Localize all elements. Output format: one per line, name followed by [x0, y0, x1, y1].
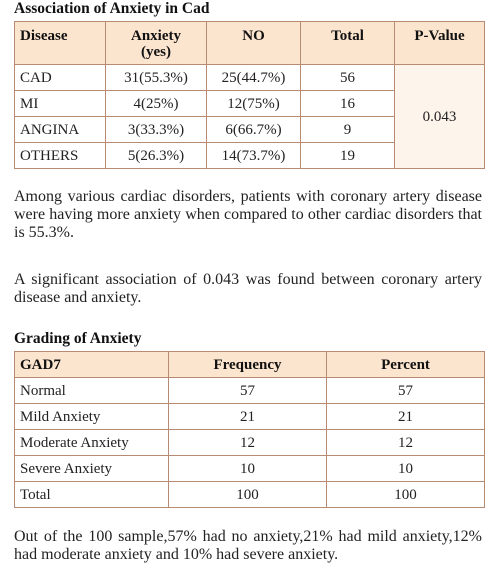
percent-cell: 10	[327, 456, 485, 482]
table-row	[15, 456, 485, 482]
association-table	[14, 21, 485, 169]
total-cell: 19	[301, 143, 395, 169]
grade-label-cell: Moderate Anxiety	[15, 430, 169, 456]
disease-cell: ANGINA	[15, 117, 106, 143]
table2-title: Grading of Anxiety	[14, 330, 142, 347]
disease-cell: MI	[15, 91, 106, 117]
table-row	[15, 65, 485, 91]
header-disease: Disease	[15, 22, 106, 65]
pvalue-cell: 0.043	[395, 65, 485, 169]
table-row	[15, 404, 485, 430]
paragraph-cardiac-disorders: Among various cardiac disorders, patients with coronary artery disease were having more anxiety when compared to other cardiac disorders that is 55.3%.	[14, 188, 482, 241]
header-percent: Percent	[327, 352, 485, 378]
grade-label-cell: Mild Anxiety	[15, 404, 169, 430]
frequency-cell: 100	[169, 482, 327, 508]
no-cell: 14(73.7%)	[207, 143, 301, 169]
table-row	[15, 430, 485, 456]
total-cell: 9	[301, 117, 395, 143]
grade-label-cell: Severe Anxiety	[15, 456, 169, 482]
table-row	[15, 378, 485, 404]
no-cell: 25(44.7%)	[207, 65, 301, 91]
header-frequency: Frequency	[169, 352, 327, 378]
table1-title: Association of Anxiety in Cad	[14, 0, 210, 17]
grading-table	[14, 351, 485, 508]
header-anxiety: Anxiety (yes)	[106, 22, 207, 65]
total-cell: 16	[301, 91, 395, 117]
paragraph-significance: A significant association of 0.043 was found between coronary artery disease and anxiety.	[14, 271, 482, 306]
frequency-cell: 21	[169, 404, 327, 430]
total-cell: 56	[301, 65, 395, 91]
anxiety-cell: 5(26.3%)	[106, 143, 207, 169]
grade-label-cell: Normal	[15, 378, 169, 404]
percent-cell: 12	[327, 430, 485, 456]
paragraph-anxiety-distribution: Out of the 100 sample,57% had no anxiety,21% had mild anxiety,12% had moderate anxiety and 10% had severe anxiety.	[14, 528, 482, 563]
table-row	[15, 482, 485, 508]
no-cell: 12(75%)	[207, 91, 301, 117]
anxiety-cell: 31(55.3%)	[106, 65, 207, 91]
disease-cell: CAD	[15, 65, 106, 91]
percent-cell: 57	[327, 378, 485, 404]
frequency-cell: 12	[169, 430, 327, 456]
header-no: NO	[207, 22, 301, 65]
frequency-cell: 57	[169, 378, 327, 404]
no-cell: 6(66.7%)	[207, 117, 301, 143]
percent-cell: 100	[327, 482, 485, 508]
anxiety-cell: 3(33.3%)	[106, 117, 207, 143]
disease-cell: OTHERS	[15, 143, 106, 169]
percent-cell: 21	[327, 404, 485, 430]
grade-label-cell: Total	[15, 482, 169, 508]
header-gad7: GAD7	[15, 352, 169, 378]
header-pvalue: P-Value	[395, 22, 485, 65]
header-total: Total	[301, 22, 395, 65]
frequency-cell: 10	[169, 456, 327, 482]
anxiety-cell: 4(25%)	[106, 91, 207, 117]
